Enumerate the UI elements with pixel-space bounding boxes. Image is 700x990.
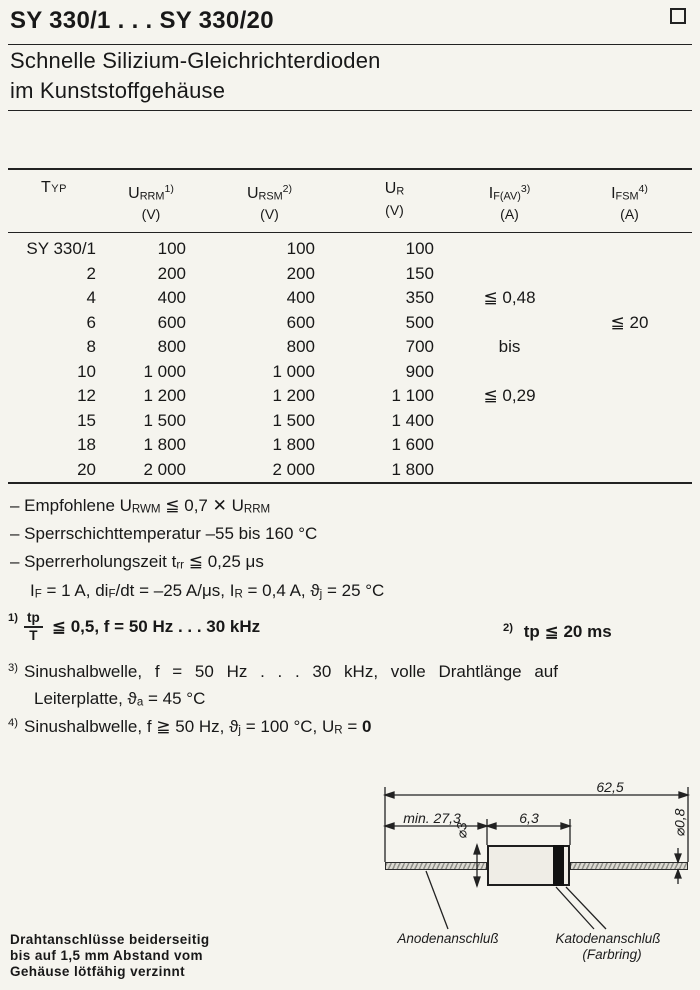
cell-ursm: 100 xyxy=(286,239,315,259)
cell-typ: 4 xyxy=(86,288,96,308)
cell-ifsm: ≦ 20 xyxy=(610,312,649,332)
cell-ur: 700 xyxy=(405,337,434,357)
cell-ifav xyxy=(452,458,567,484)
footnote-2-text: tp ≦ 20 ms xyxy=(523,622,612,642)
cell-ursm: 1 500 xyxy=(272,410,315,430)
cell-ifav xyxy=(452,311,567,336)
footnote-2-marker: 2) xyxy=(503,622,513,634)
footnote-3-marker: 3) xyxy=(8,662,18,674)
note-temperature: – Sperrschichttemperatur –55 bis 160 °C xyxy=(10,524,318,543)
table-row xyxy=(8,311,692,336)
cell-typ: 10 xyxy=(77,361,96,381)
table-header-row xyxy=(8,169,692,233)
cell-urrm: 800 xyxy=(157,337,186,357)
col-header-ifsm: IFSM$^{4)}$ (A) xyxy=(567,169,692,233)
cell-ur: 1 800 xyxy=(391,459,434,479)
cell-ifav xyxy=(452,262,567,287)
cell-ur: 900 xyxy=(405,361,434,381)
cell-ifsm xyxy=(567,335,692,360)
cell-ifsm xyxy=(567,433,692,458)
cell-ur: 150 xyxy=(405,263,434,283)
page-subtitle-line1: Schnelle Silizium-Gleichrichterdioden xyxy=(10,48,381,73)
cell-urrm: 200 xyxy=(157,263,186,283)
cell-ur: 1 600 xyxy=(391,435,434,455)
cell-ifsm xyxy=(567,233,692,262)
divider-subtitle xyxy=(8,110,692,111)
page-title: SY 330/1 . . . SY 330/20 xyxy=(10,7,274,34)
footnote-3-line1: $^{3)}$ Sinushalbwelle, f = 50 Hz . . . 30 kHz, volle Drahtlänge auf xyxy=(8,662,558,682)
fraction-tp-over-T: $\frac{tp}{T}$ xyxy=(24,610,43,644)
cell-typ: 12 xyxy=(77,386,96,406)
table-row xyxy=(8,233,692,262)
footnote-1 xyxy=(8,610,260,644)
cell-ifav xyxy=(452,433,567,458)
lead-solder-note-line3: Gehäuse lötfähig verzinnt xyxy=(10,964,186,979)
dim-lead-diameter: ⌀0,8 xyxy=(671,808,688,837)
anode-label: Anodenanschluß xyxy=(397,931,499,946)
package-drawing xyxy=(290,778,695,983)
table-row xyxy=(8,384,692,409)
dim-body-length: 6,3 xyxy=(519,810,539,826)
cell-urrm: 2 000 xyxy=(143,459,186,479)
cell-ur: 350 xyxy=(405,288,434,308)
footnote-4-marker: 4) xyxy=(8,717,18,729)
note-test-conditions: IF = 1 A, diF/dt = –25 A/μs, IR = 0,4 A, ϑj = 25 °C xyxy=(30,581,385,601)
cell-ifav: bis xyxy=(498,337,521,357)
cell-ifav xyxy=(452,233,567,262)
cell-urrm: 400 xyxy=(157,288,186,308)
lead-solder-note-line2: bis auf 1,5 mm Abstand vom xyxy=(10,948,203,963)
ratings-table xyxy=(8,168,692,484)
cell-ifsm xyxy=(567,262,692,287)
lead-solder-note xyxy=(10,932,210,980)
cell-ursm: 2 000 xyxy=(272,459,315,479)
cell-ursm: 800 xyxy=(286,337,315,357)
dim-body-diameter: ⌀3 xyxy=(453,822,470,839)
note-recovery-time: – Sperrerholungszeit trr ≦ 0,25 μs xyxy=(10,552,264,572)
page-subtitle-line2: im Kunststoffgehäuse xyxy=(10,78,226,103)
cell-ur: 1 400 xyxy=(391,410,434,430)
col-header-ifav: IF(AV)$^{3)}$ (A) xyxy=(452,169,567,233)
cell-ifsm xyxy=(567,458,692,484)
cell-ifsm xyxy=(567,409,692,434)
cathode-label: Katodenanschluß xyxy=(555,931,661,946)
cell-ur: 100 xyxy=(405,239,434,259)
cell-typ: 18 xyxy=(77,435,96,455)
footnote-3-line2: Leiterplatte, ϑa = 45 °C xyxy=(34,689,206,709)
table-row xyxy=(8,262,692,287)
cell-typ: 2 xyxy=(86,263,96,283)
lead-solder-note-line1: Drahtanschlüsse beiderseitig xyxy=(10,932,210,947)
divider-title xyxy=(8,44,692,45)
cell-ursm: 400 xyxy=(286,288,315,308)
dim-total-length: 62,5 xyxy=(596,779,624,795)
table-row xyxy=(8,458,692,484)
table-row xyxy=(8,409,692,434)
corner-checkbox-icon xyxy=(670,8,686,24)
table-row xyxy=(8,286,692,311)
col-header-ursm: URSM$^{2)}$ (V) xyxy=(202,169,337,233)
cathode-label-farbring: (Farbring) xyxy=(582,947,642,962)
cell-ur: 1 100 xyxy=(391,386,434,406)
cell-ursm: 600 xyxy=(286,312,315,332)
cell-ur: 500 xyxy=(405,312,434,332)
col-header-urrm: URRM$^{1)}$ (V) xyxy=(100,169,202,233)
cell-ifav xyxy=(452,360,567,385)
cell-ursm: 200 xyxy=(286,263,315,283)
cell-ursm: 1 800 xyxy=(272,435,315,455)
cell-typ: 6 xyxy=(86,312,96,332)
cell-ursm: 1 200 xyxy=(272,386,315,406)
cell-ifav: ≦ 0,48 xyxy=(483,288,536,308)
cell-urrm: 1 500 xyxy=(143,410,186,430)
cell-typ: 8 xyxy=(86,337,96,357)
cell-ursm: 1 000 xyxy=(272,361,315,381)
dim-lead-length: min. 27,3 xyxy=(403,810,461,826)
cell-ifsm xyxy=(567,286,692,311)
cell-ifav xyxy=(452,409,567,434)
cell-ifav: ≦ 0,29 xyxy=(483,386,536,406)
table-row xyxy=(8,433,692,458)
cell-ifsm xyxy=(567,360,692,385)
table-row xyxy=(8,335,692,360)
note-urwm: – Empfohlene URWM ≦ 0,7 ✕ URRM xyxy=(10,496,271,516)
footnote-2 xyxy=(503,622,612,642)
cell-urrm: 1 800 xyxy=(143,435,186,455)
cell-typ: 20 xyxy=(77,459,96,479)
footnote-1-text: ≦ 0,5, f = 50 Hz . . . 30 kHz xyxy=(51,617,261,636)
table-row xyxy=(8,360,692,385)
cell-urrm: 1 000 xyxy=(143,361,186,381)
cell-urrm: 100 xyxy=(157,239,186,259)
cell-urrm: 1 200 xyxy=(143,386,186,406)
footnote-4: $^{4)}$ Sinushalbwelle, f ≧ 50 Hz, ϑj = 100 °C, UR = 0 xyxy=(8,717,372,737)
col-header-typ: Typ xyxy=(8,169,100,233)
footnote-1-marker: 1) xyxy=(8,612,18,624)
cell-typ: SY 330/1 xyxy=(26,239,96,259)
col-header-ur: UR (V) xyxy=(337,169,452,233)
cell-ifsm xyxy=(567,384,692,409)
cell-typ: 15 xyxy=(77,410,96,430)
cell-urrm: 600 xyxy=(157,312,186,332)
